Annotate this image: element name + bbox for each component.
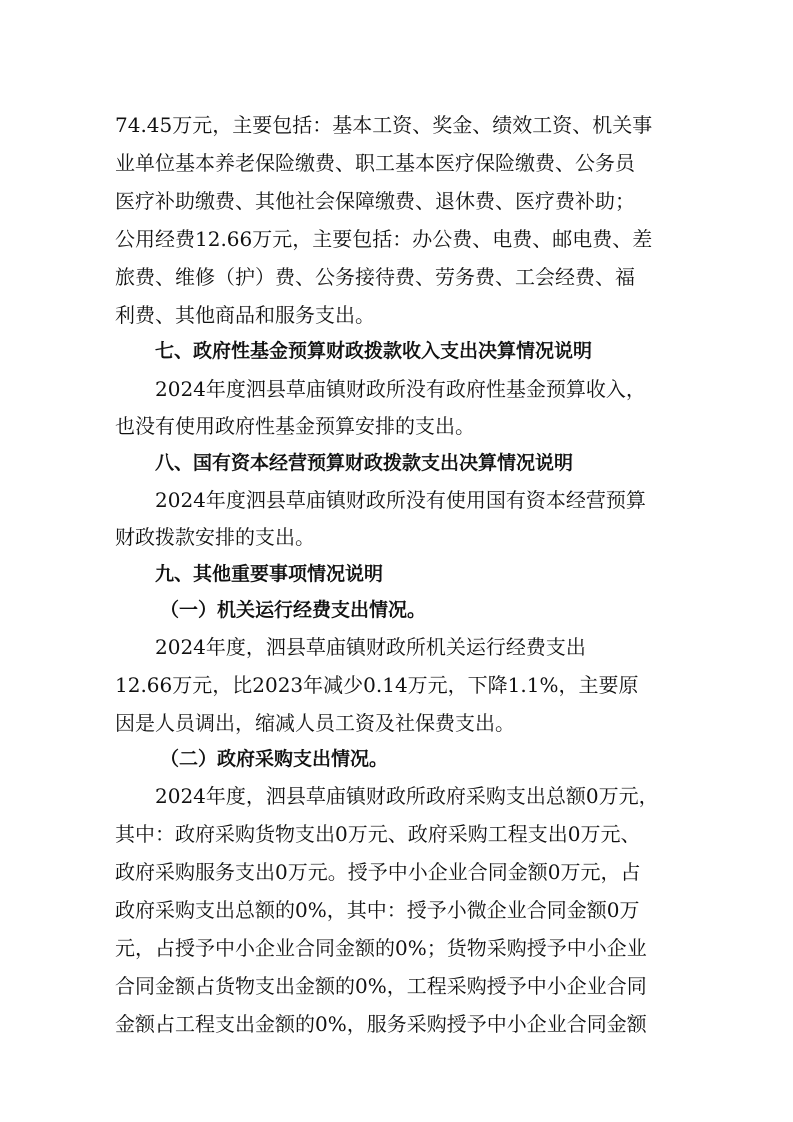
body-text-line: 2024年度，泗县草庙镇财政所机关运行经费支出 [155,635,586,659]
body-text-line: 12.66万元，比2023年减少0.14万元，下降1.1%，主要原 [115,673,639,697]
body-text-line: 旅费、维修（护）费、公务接待费、劳务费、工会经费、福 [115,265,635,289]
body-text-line: 也没有使用政府性基金预算安排的支出。 [115,414,475,438]
body-text-line: 2024年度泗县草庙镇财政所没有使用国有资本经营预算 [155,488,646,512]
subsection-2-heading: （二）政府采购支出情况。 [160,748,389,770]
body-text-line: 政府采购服务支出0万元。授予中小企业合同金额0万元，占 [115,860,641,884]
body-text-line: 因是人员调出，缩减人员工资及社保费支出。 [115,711,515,735]
section-8-heading: 八、国有资本经营预算财政拨款支出决算情况说明 [155,452,574,474]
section-9-heading: 九、其他重要事项情况说明 [155,563,384,585]
body-text-line: 合同金额占货物支出金额的0%，工程采购授予中小企业合同 [115,974,647,998]
subsection-1-heading: （一）机关运行经费支出情况。 [160,599,427,621]
body-text-line: 74.45万元，主要包括：基本工资、奖金、绩效工资、机关事 [115,113,653,137]
section-7-heading: 七、政府性基金预算财政拨款收入支出决算情况说明 [155,340,593,362]
body-text-line: 元，占授予中小企业合同金额的0%；货物采购授予中小企业 [115,936,647,960]
body-text-line: 其中：政府采购货物支出0万元、政府采购工程支出0万元、 [115,822,641,846]
body-text-line: 医疗补助缴费、其他社会保障缴费、退休费、医疗费补助； [115,189,635,213]
body-text-line: 2024年度泗县草庙镇财政所没有政府性基金预算收入， [155,377,646,401]
body-text-line: 业单位基本养老保险缴费、职工基本医疗保险缴费、公务员 [115,151,635,175]
body-text-line: 政府采购支出总额的0%，其中：授予小微企业合同金额0万 [115,898,640,922]
body-text-line: 利费、其他商品和服务支出。 [115,303,375,327]
body-text-line: 金额占工程支出金额的0%，服务采购授予中小企业合同金额 [115,1012,647,1036]
body-text-line: 财政拨款安排的支出。 [115,525,315,549]
body-text-line: 公用经费12.66万元，主要包括：办公费、电费、邮电费、差 [115,227,653,251]
body-text-line: 2024年度，泗县草庙镇财政所政府采购支出总额0万元， [155,784,659,808]
